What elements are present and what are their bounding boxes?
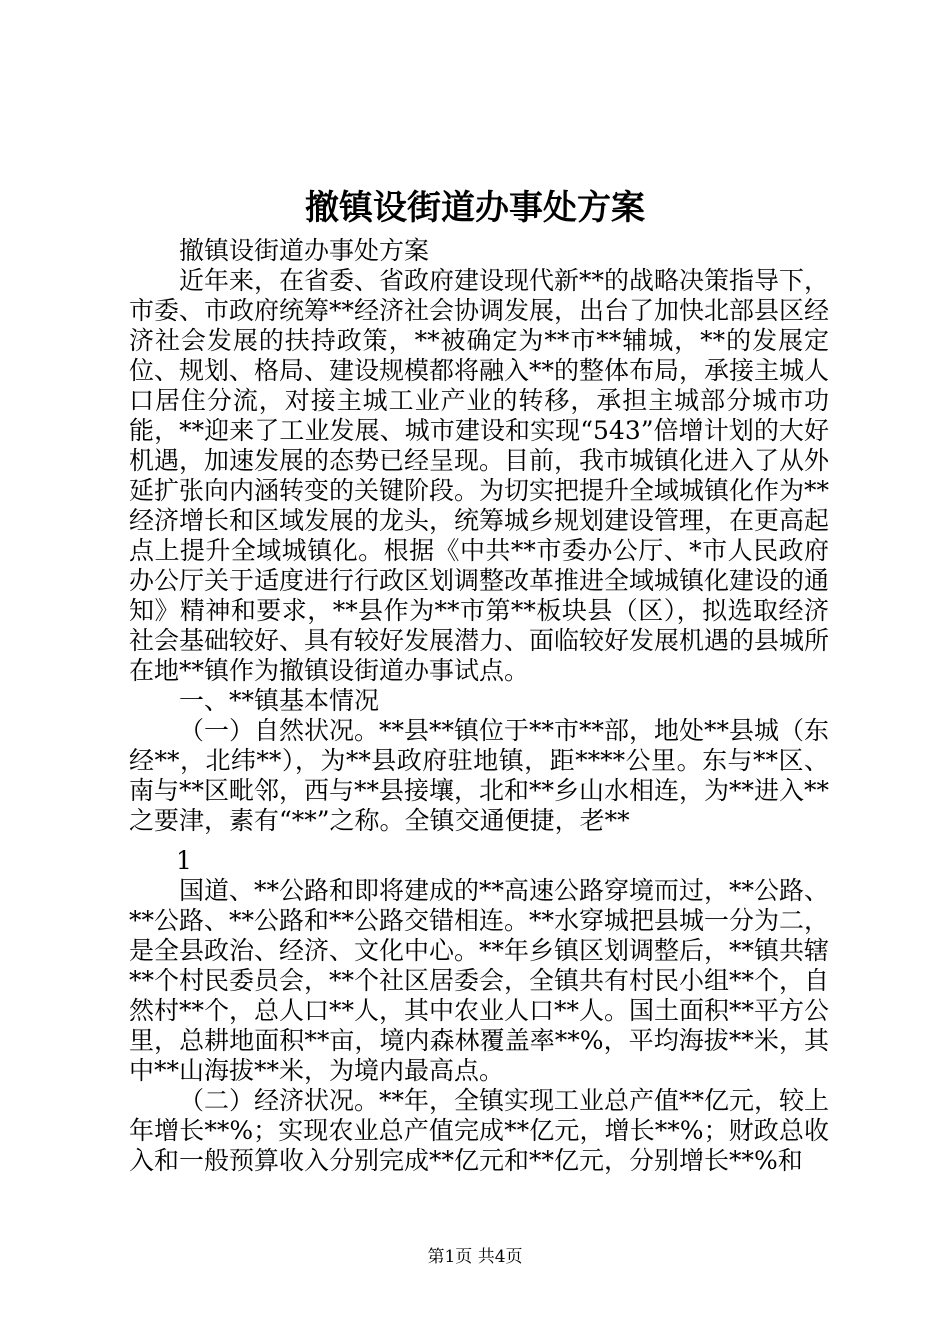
inline-page-number: 1 (176, 846, 192, 875)
page-footer: 第1页 共4页 (427, 1247, 523, 1267)
paragraph-economy: （二）经济状况。**年，全镇实现工业总产值**亿元，较上年增长**%；实现农业总产值完成**亿元，增长**%；财政总收入和一般预算收入分别完成**亿元和**亿元，分别增长**%和 (129, 1086, 830, 1175)
document-title: 撤镇设街道办事处方案 (305, 188, 645, 228)
section-heading-1: 一、**镇基本情况 (179, 686, 380, 715)
paragraph-transport: 国道、**公路和即将建成的**高速公路穿境而过，**公路、**公路、**公路和**公路交错相连。**水穿城把县城一分为二，是全县政治、经济、文化中心。**年乡镇区划调整后，**镇共辖**个村民委员会，**个社区居委会，全镇共有村民小组**个，自然村**个，总人口**人，其中农业人口**人。国土面积**平方公里，总耕地面积**亩，境内森林覆盖率**%，平均海拔**米，其中**山海拔**米，为境内最高点。 (129, 876, 830, 1085)
document-body-part2 (129, 876, 829, 1176)
paragraph-intro: 近年来，在省委、省政府建设现代新**的战略决策指导下，市委、市政府统筹**经济社会协调发展，出台了加快北部县区经济社会发展的扶持政策，**被确定为**市**辅城，**的发展定位、规划、格局、建设规模都将融入**的整体布局，承接主城人口居住分流，对接主城工业产业的转移，承担主城部分城市功能，**迎来了工业发展、城市建设和实现“543”倍增计划的大好机遇，加速发展的态势已经呈现。目前，我市城镇化进入了从外延扩张向内涵转变的关键阶段。为切实把提升全域城镇化作为**经济增长和区域发展的龙头，统筹城乡规划建设管理，在更高起点上提升全域城镇化。根据《中共**市委办公厅、*市人民政府办公厅关于适度进行行政区划调整改革推进全域城镇化建设的通知》精神和要求，**县作为**市第**板块县（区），拟选取经济社会基础较好、具有较好发展潜力、面临较好发展机遇的县城所在地**镇作为撤镇设街道办事试点。 (129, 266, 830, 685)
document-subtitle: 撤镇设街道办事处方案 (179, 236, 430, 265)
paragraph-natural-conditions: （一）自然状况。**县**镇位于**市**部，地处**县城（东经**，北纬**），为**县政府驻地镇，距****公里。东与**区、南与**区毗邻，西与**县接壤，北和**乡山水相连，为**进入**之要津，素有“**”之称。全镇交通便捷，老** (129, 716, 830, 835)
document-body-part1 (129, 236, 829, 836)
